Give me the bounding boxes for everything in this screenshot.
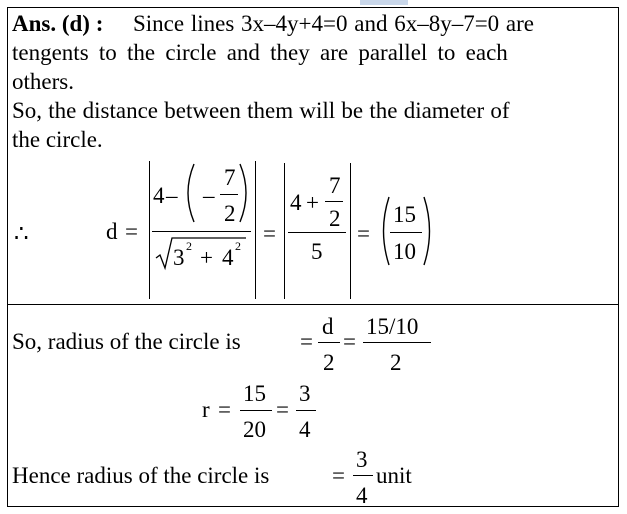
text-line-3: others. [12,69,74,94]
fraction1-bar [152,231,251,232]
text-line-5: the circle. [12,127,103,152]
r1-den: 2 [323,350,335,375]
abs-bar-left [149,161,150,299]
r2-den: 2 [390,350,402,375]
den1-square-1: 2 [186,239,192,253]
abs2-bar-right [350,163,351,299]
den1-square-2: 2 [235,239,241,253]
final-num: 3 [356,447,368,472]
frac3-den: 10 [393,239,416,264]
d-variable: d [106,219,118,244]
num1-frac-num: 7 [224,165,236,190]
abs2-bar-left [284,163,285,299]
radius-text: So, radius of the circle is [12,329,241,354]
num2-plus: + [306,190,319,215]
equals-sign: = [125,219,138,244]
radius-eq-2: = [343,329,356,354]
r3-den: 20 [243,417,266,442]
final-bar [353,475,373,476]
num2-frac-den: 2 [329,206,341,231]
section-divider [7,304,619,305]
r3-num: 15 [243,381,266,406]
r3-bar [240,410,272,411]
r1-bar [318,342,340,343]
den1-three: 3 [173,245,185,270]
num1-frac-bar [220,194,238,195]
r2-num: 15/10 [366,314,419,339]
num1-four: 4 [153,183,165,208]
final-den: 4 [356,483,368,508]
num1-inner-minus: – [203,183,215,208]
num1-paren-right [236,162,256,224]
equals-sign-3: = [357,221,370,246]
unit-text: unit [376,463,412,488]
num1-paren-left [180,162,200,224]
top-highlight-mark [360,0,408,5]
therefore-symbol: ∴ [14,221,29,246]
num2-four: 4 [290,190,302,215]
final-eq: = [332,463,345,488]
radius-eq-1: = [300,329,313,354]
r4-bar [296,410,316,411]
den1-four: 4 [222,245,234,270]
frac3-bar [390,232,422,233]
r4-num: 3 [299,381,311,406]
text-line-2: tengents to the circle and they are parallel to each [12,40,508,65]
hence-text: Hence radius of the circle is [12,463,270,488]
den1-plus: + [200,245,213,270]
r2-bar [363,342,431,343]
frac3-num: 15 [393,202,416,227]
frac3-paren-left [377,195,393,267]
r-eq-1: = [218,397,231,422]
num2-frac-bar [325,201,343,202]
num1-minus: – [166,183,178,208]
fraction2-bar [288,232,346,233]
text-line-4: So, the distance between them will be the diameter of [12,98,510,123]
answer-label: Ans. (d) : [12,11,104,36]
num2-frac-num: 7 [329,173,341,198]
r1-num: d [322,314,334,339]
r-eq-2: = [276,397,289,422]
num1-frac-den: 2 [224,201,236,226]
equals-sign-2: = [263,221,276,246]
den2-five: 5 [311,239,323,264]
text-line-1: Since lines 3x–4y+4=0 and 6x–8y–7=0 are [133,11,534,36]
frac3-paren-right [421,195,437,267]
r-label: r [202,397,210,422]
r4-den: 4 [299,417,311,442]
